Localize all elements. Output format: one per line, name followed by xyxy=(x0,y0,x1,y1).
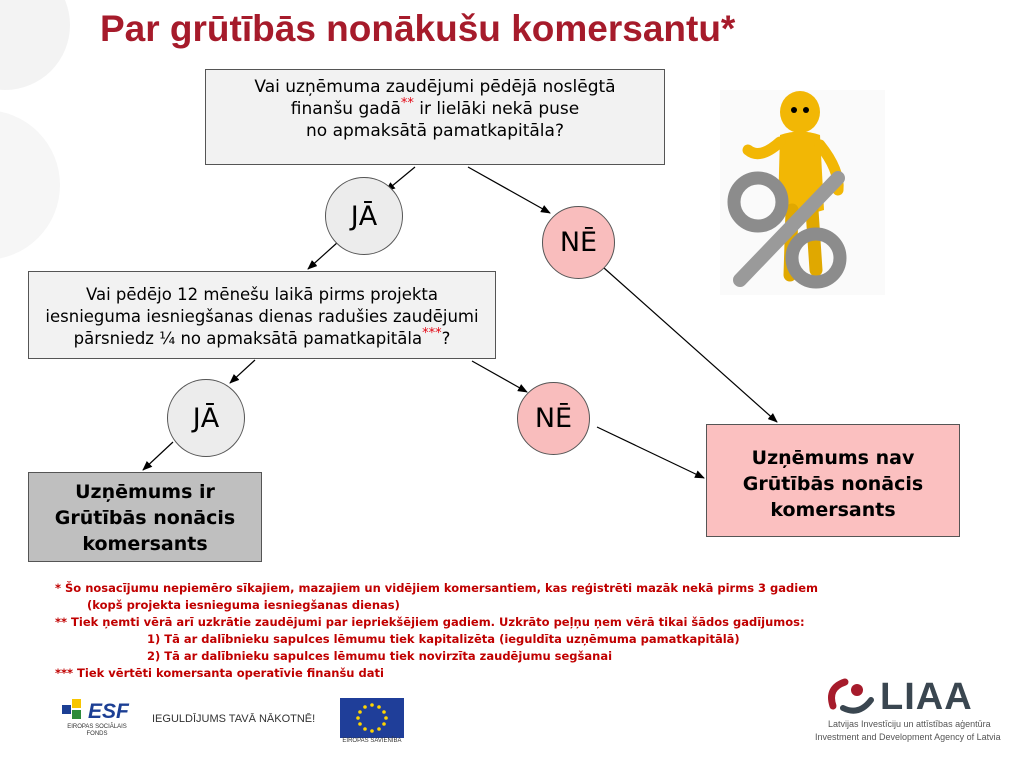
result-no-line-1: Uzņēmums nav xyxy=(751,447,915,469)
result-box-not-in-difficulty xyxy=(706,424,960,537)
question-box-1 xyxy=(205,69,665,165)
question-1-line-3: no apmaksātā pamatkapitāla? xyxy=(306,121,564,141)
result-no-line-2: Grūtībās nonācis xyxy=(742,473,924,495)
footnote-1: * Šo nosacījumu nepiemēro sīkajiem, mazajiem un vidējiem komersantiem, kas reģistrēti mazāk nekā pirms 3 gadiem xyxy=(55,581,819,595)
question-2-line-1: Vai pēdējo 12 mēnešu laikā pirms projekta xyxy=(85,285,438,304)
question-box-2 xyxy=(28,271,496,359)
eu-subtitle: EIROPAS SAVIENĪBA xyxy=(342,738,402,744)
page-title: Par grūtībās nonākušu komersantu* xyxy=(100,8,736,49)
result-yes-line-1: Uzņēmums ir xyxy=(75,481,215,503)
footnote-2-item-2: 2) Tā ar dalībnieku sapulces lēmumu tiek novirzīta zaudējumu segšanai xyxy=(147,649,613,663)
arrow-q2-to-no xyxy=(472,361,527,392)
esf-logo-icon xyxy=(60,697,88,723)
percent-mascot-illustration xyxy=(720,90,885,295)
footnotes xyxy=(55,580,975,682)
question-2-line-3 xyxy=(29,328,495,350)
footnote-2-item-1: 1) Tā ar dalībnieku sapulces lēmumu tiek kapitalizēta (ieguldīta uzņēmuma pamatkapitālā) xyxy=(147,632,740,646)
question-1-line-1: Vai uzņēmuma zaudējumi pēdējā noslēgtā xyxy=(254,77,616,97)
question-2-line-3a: pārsniedz ¼ no apmaksātā pamatkapitāla xyxy=(73,329,423,348)
question-1-line-2a: finanšu gadā xyxy=(290,99,401,119)
arrow-no2-to-result-no xyxy=(597,427,704,478)
liaa-name: LIAA xyxy=(880,676,973,718)
eu-flag-icon xyxy=(340,698,404,738)
question-1-line-2b: ir lielāki nekā puse xyxy=(413,99,580,119)
footnote-2: ** Tiek ņemti vērā arī uzkrātie zaudējumi par iepriekšējiem gadiem. Uzkrāto peļņu ņem vērā tikai šādos gadījumos: xyxy=(55,615,805,629)
answer-no-2: NĒ xyxy=(517,382,590,455)
liaa-subtitle-en: Investment and Development Agency of Latvia xyxy=(815,732,1001,742)
answer-yes-1: JĀ xyxy=(325,177,403,255)
result-box-in-difficulty xyxy=(28,472,262,562)
arrow-q2-to-yes xyxy=(230,360,255,383)
footnote-mark-3: *** xyxy=(422,326,442,341)
footer-slogan: IEGULDĪJUMS TAVĀ NĀKOTNĒ! xyxy=(152,713,316,725)
footnote-3: *** Tiek vērtēti komersanta operatīvie finanšu dati xyxy=(55,666,384,680)
arrow-q1-to-no xyxy=(468,167,550,213)
esf-subtitle: EIROPAS SOCIĀLAIS FONDS xyxy=(67,724,127,737)
footnote-1-continued: (kopš projekta iesnieguma iesniegšanas dienas) xyxy=(87,598,400,612)
answer-yes-2: JĀ xyxy=(167,379,245,457)
result-yes-line-2: Grūtībās nonācis xyxy=(54,507,236,529)
liaa-subtitle-lv: Latvijas Investīciju un attīstības aģentūra xyxy=(828,719,991,729)
question-1-line-2 xyxy=(206,98,664,120)
question-2-line-2: iesnieguma iesniegšanas dienas radušies zaudējumi xyxy=(45,307,479,326)
liaa-logo-icon xyxy=(823,676,879,716)
result-no-line-3: komersants xyxy=(770,499,896,521)
footnote-mark-2: ** xyxy=(400,96,414,111)
result-yes-line-3: komersants xyxy=(82,533,208,555)
question-2-line-3b: ? xyxy=(441,329,451,348)
esf-name: ESF xyxy=(88,700,129,723)
answer-no-1: NĒ xyxy=(542,206,615,279)
arrow-yes-to-result-yes xyxy=(143,442,173,470)
arrow-yes-to-q2 xyxy=(308,242,338,269)
